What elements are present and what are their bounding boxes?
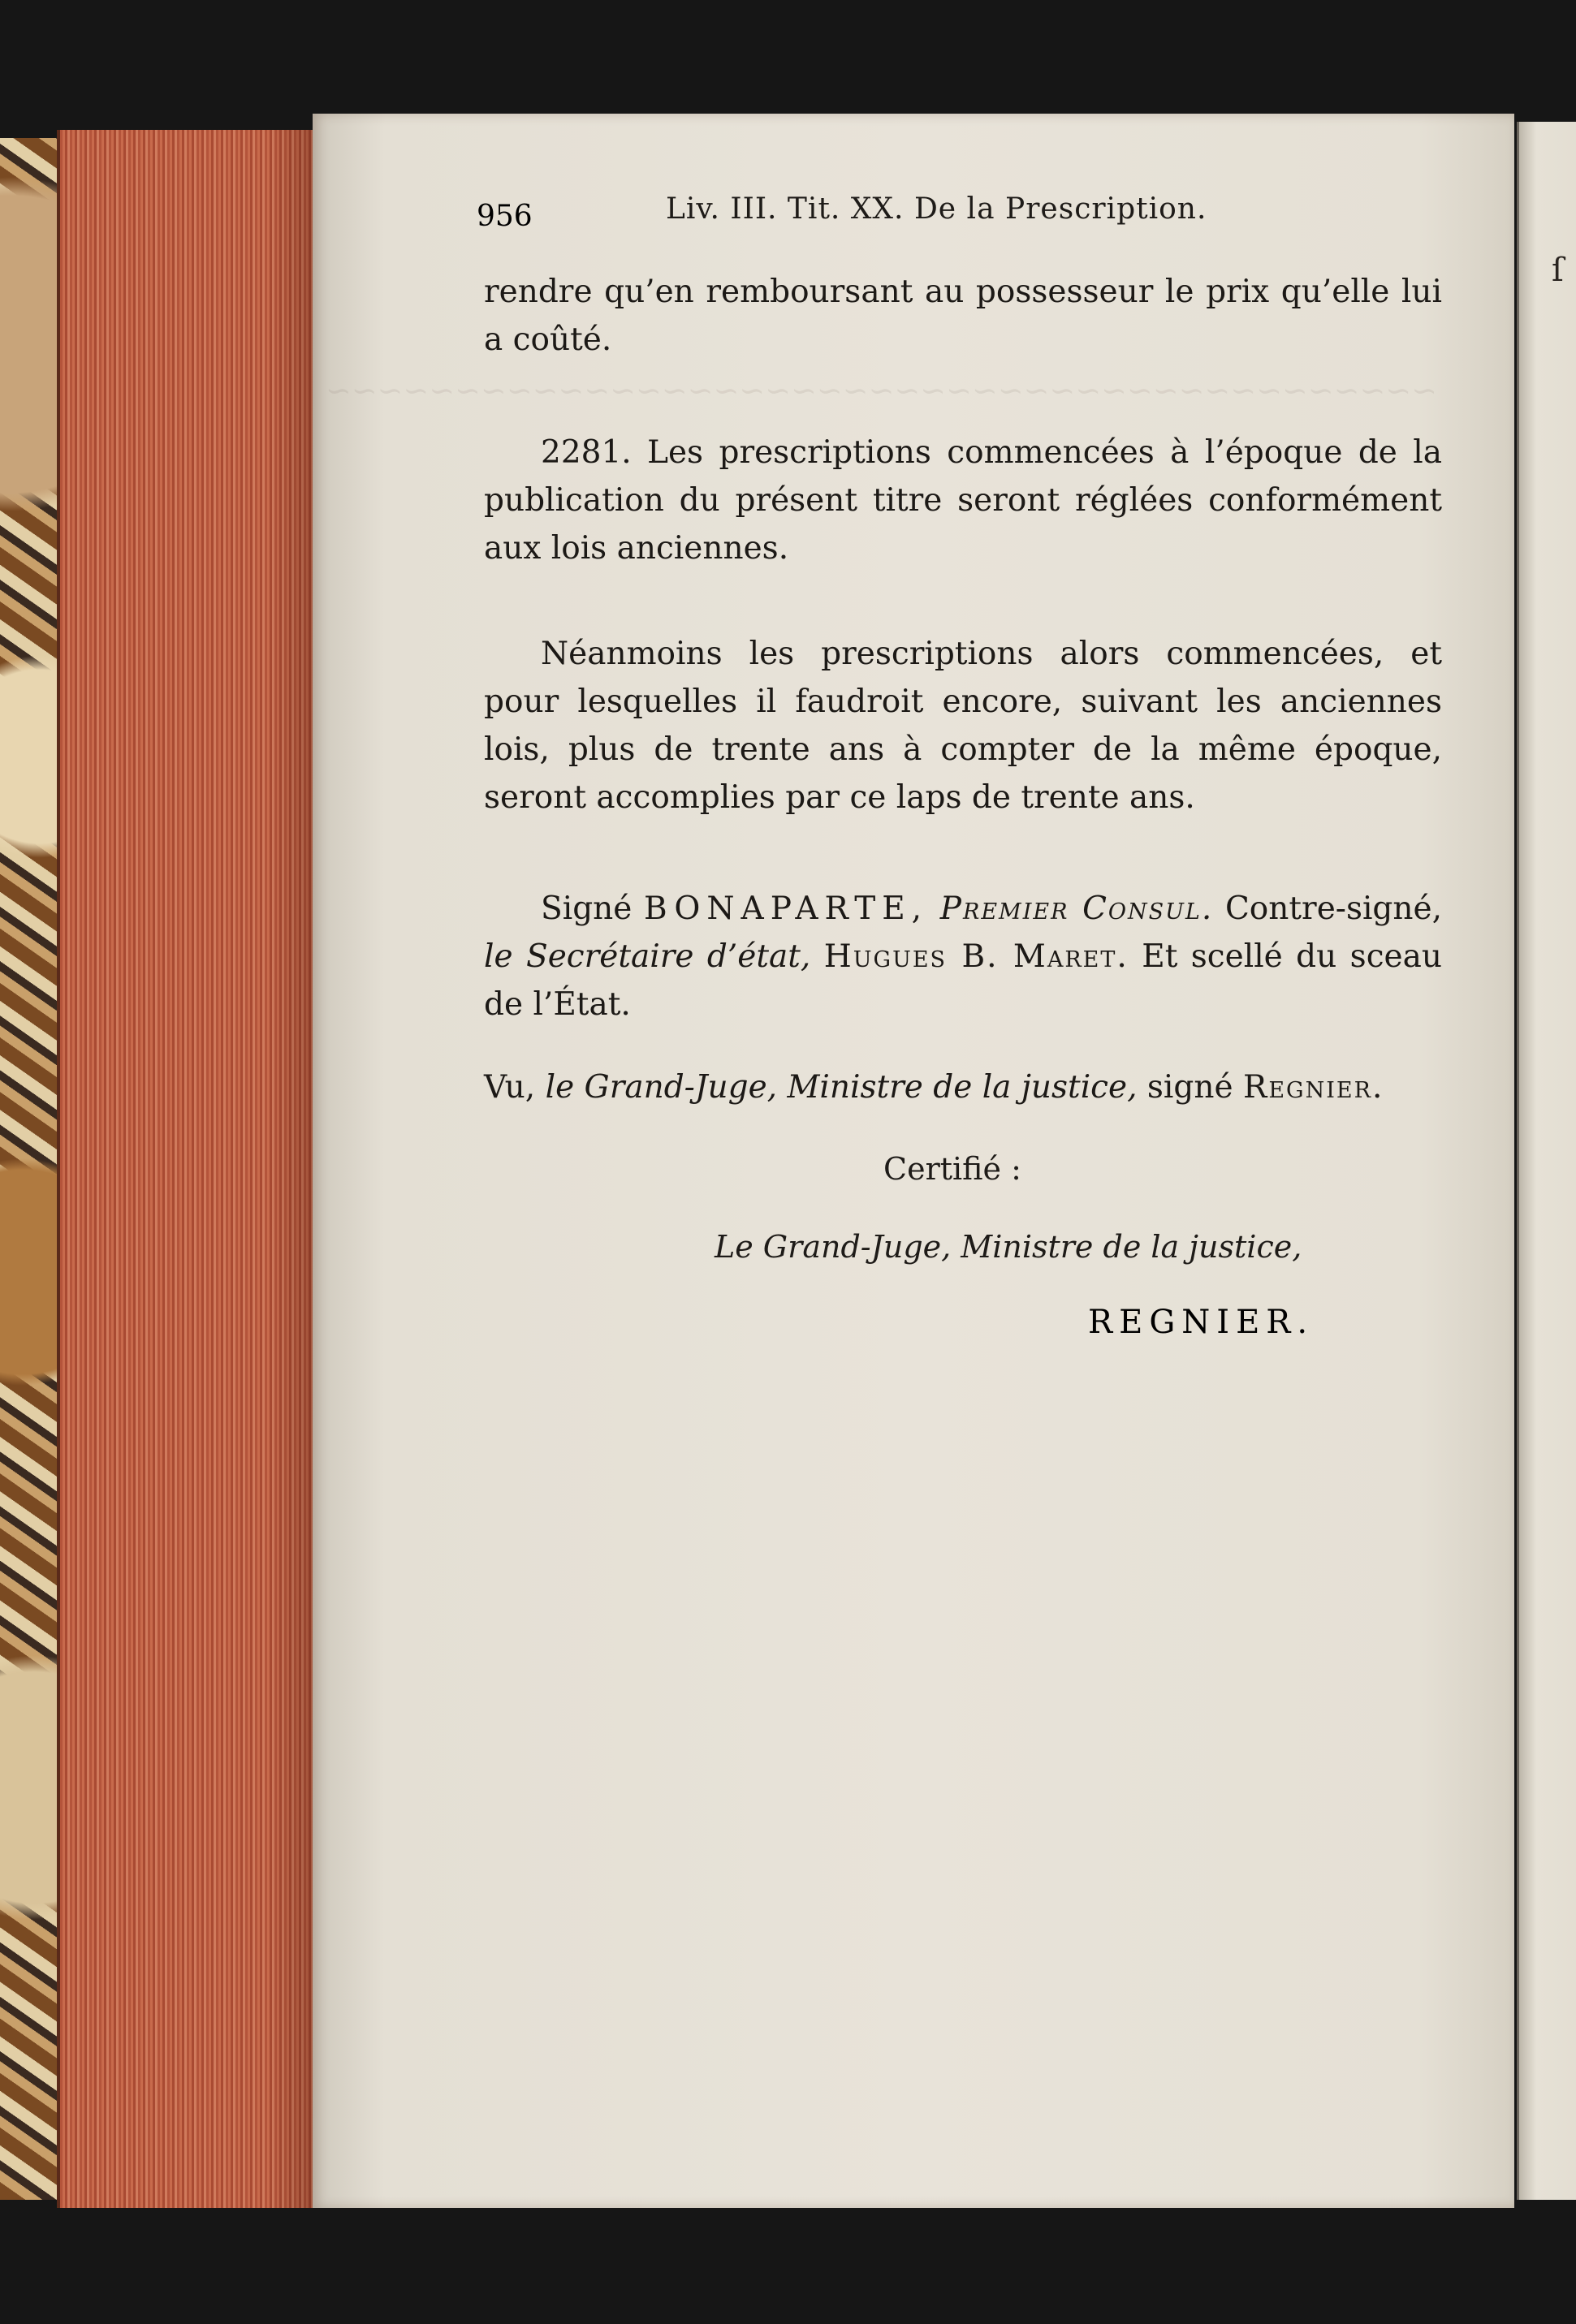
article-number: 2281. xyxy=(541,434,632,471)
marbled-book-edge xyxy=(0,138,59,2200)
final-signature-name: REGNIER. xyxy=(1088,1304,1315,1341)
hugues-maret-name: Hugues B. Maret. xyxy=(823,938,1129,975)
bonaparte-name: BONAPARTE, xyxy=(644,890,929,927)
scelle-text: Et scellé du sceau de l’État. xyxy=(484,938,1442,1023)
vu-signe: signé xyxy=(1146,1069,1233,1106)
bleed-through-texture: ~~~~~~~~~~~~~~~~~~~~~~~~~~~~~~~~~~~~~~~~~~~ xyxy=(325,373,1437,408)
certifie-role: Le Grand-Juge, Ministre de la justice, xyxy=(715,1229,1302,1265)
vu-label: Vu, xyxy=(484,1069,536,1106)
secretaire-title: le Secrétaire d’état, xyxy=(484,938,811,975)
facing-page-edge xyxy=(1517,122,1576,2200)
vu-name: Regnier. xyxy=(1242,1069,1384,1106)
certifie-label: Certifié : xyxy=(883,1151,1021,1187)
premier-consul-title: Premier Consul. xyxy=(939,890,1214,927)
facing-page-fragment-icon: ſ xyxy=(1552,252,1564,289)
page-number: 956 xyxy=(477,200,533,233)
running-title: Liv. III. Tit. XX. De la Prescription. xyxy=(666,192,1207,226)
vu-role: le Grand-Juge, Ministre de la justice, xyxy=(545,1069,1138,1106)
signe-label: Signé xyxy=(541,890,633,927)
article-text: Les prescriptions commencées à l’époque de la publication du présent titre seront réglées conformément aux lois anciennes. xyxy=(484,434,1442,567)
vu-line xyxy=(484,1063,1442,1111)
contresigne-label: Contre-signé, xyxy=(1224,890,1442,927)
continuation-paragraph: rendre qu’en remboursant au possesseur le prix qu’elle lui a coûté. xyxy=(484,274,1442,358)
neanmoins-paragraph: Néanmoins les prescriptions alors commencées, et pour lesquelles il faudroit encore, suivant les anciennes lois, plus de trente ans à compter de la même époque, seront accomplies par ce laps de trente ans. xyxy=(484,636,1442,816)
article-2281-paragraph xyxy=(484,429,1442,572)
signature-paragraph xyxy=(484,885,1442,1028)
